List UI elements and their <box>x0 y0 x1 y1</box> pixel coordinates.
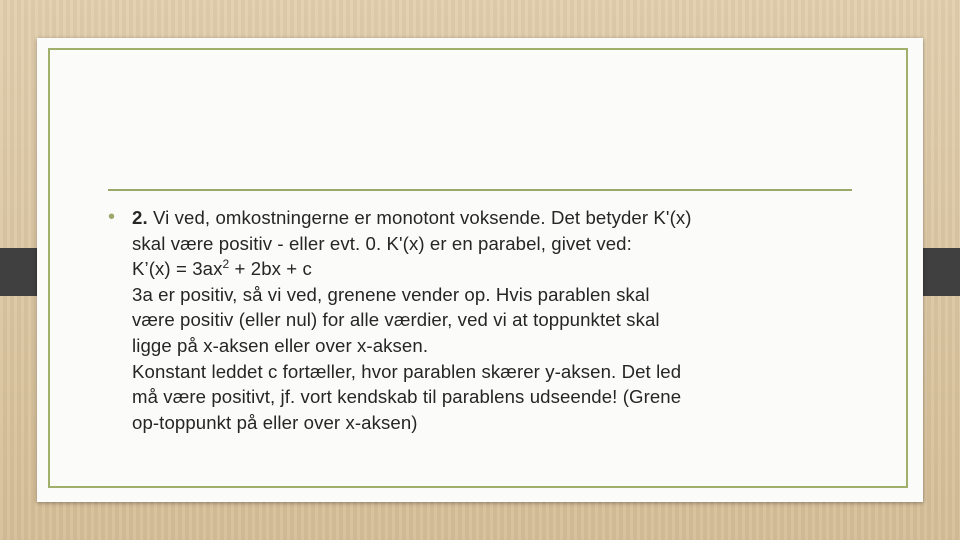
formula-start: K’(x) = 3ax <box>132 258 223 280</box>
text-line-7: Konstant leddet c fortæller, hvor parablen skærer y-aksen. Det led <box>132 360 682 382</box>
formula-exponent: 2 <box>222 257 230 272</box>
text-line-4: 3a er positiv, så vi ved, grenene vender op. Hvis parablen skal <box>132 283 650 305</box>
bullet-number: 2. <box>132 207 148 228</box>
text-line-8: må være positivt, jf. vort kendskab til parablens udseende! (Grene <box>132 386 682 408</box>
formula-end: + 2bx + c <box>229 258 312 280</box>
text-line-1 <box>132 205 853 231</box>
text-line-2: skal være positiv - eller evt. 0. K'(x) er en parabel, givet ved: <box>132 232 632 254</box>
title-divider-line <box>108 189 852 191</box>
bullet-item <box>108 205 853 435</box>
text-line-5: være positiv (eller nul) for alle værdier, ved vi at toppunktet skal <box>132 309 660 331</box>
text-line-1-rest: Vi ved, omkostningerne er monotont voksende. Det betyder K'(x) <box>147 207 692 228</box>
text-line-6: ligge på x-aksen eller over x-aksen. <box>132 334 429 356</box>
text-line-9: op-toppunkt på eller over x-aksen) <box>132 411 418 433</box>
bullet-marker: • <box>108 206 116 228</box>
slide-body <box>108 205 853 435</box>
text-line-3 <box>132 256 853 282</box>
